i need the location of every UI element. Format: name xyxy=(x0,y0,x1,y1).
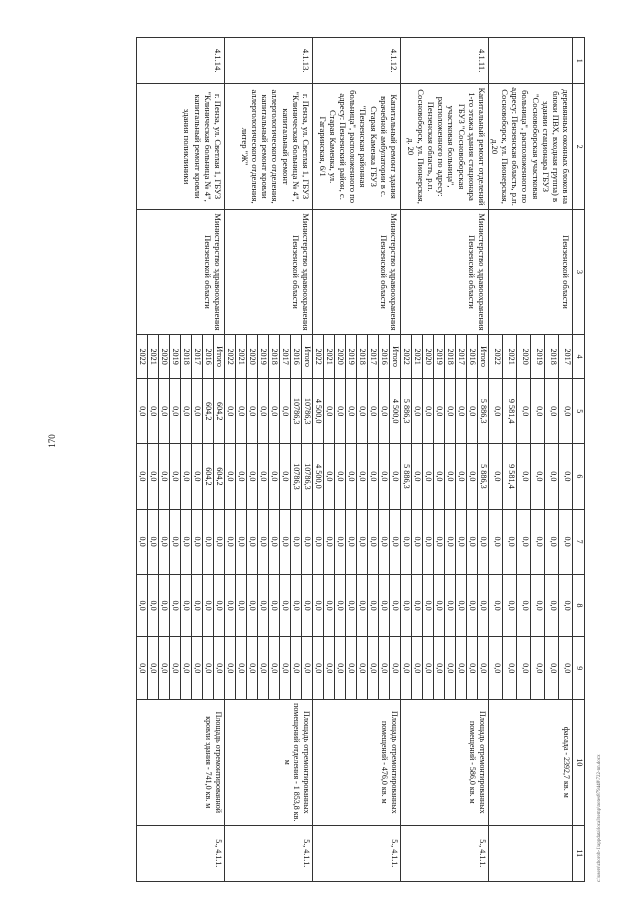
amount-cell: 0,0 xyxy=(136,637,147,700)
amount-cell: 0,0 xyxy=(488,509,502,574)
amount-cell: 0,0 xyxy=(169,509,180,574)
amount-cell: 5 886,3 xyxy=(477,379,488,444)
amount-cell: 0,0 xyxy=(400,574,411,637)
activity-number: 4.1.12. xyxy=(312,38,400,84)
amount-cell: 0,0 xyxy=(268,379,279,444)
amount-cell: 0,0 xyxy=(455,379,466,444)
amount-cell: 0,0 xyxy=(544,637,558,700)
amount-cell: 604,2 xyxy=(202,379,213,444)
year-cell: 2021 xyxy=(411,335,422,379)
amount-cell: 9 581,4 xyxy=(502,379,516,444)
activity-name: Капитальный ремонт здания врачебной амбулатории в с. Старая Каменка ГБУЗ "Пензенская районная больница", расположенного по адресу: Пензенский район, с. Старая Каменка, ул. Гагаринская, 6/1 xyxy=(312,84,400,209)
amount-cell: 0,0 xyxy=(477,509,488,574)
year-cell: 2017 xyxy=(558,335,572,379)
amount-cell: 5 886,3 xyxy=(477,444,488,509)
year-cell: 2016 xyxy=(466,335,477,379)
activity-number: 4.1.13. xyxy=(224,38,312,84)
indicator-value: Площадь отремонтированной кровли здания - 741,0 кв. м xyxy=(136,700,224,825)
amount-cell: 0,0 xyxy=(466,379,477,444)
amount-cell: 0,0 xyxy=(345,379,356,444)
year-cell: 2022 xyxy=(136,335,147,379)
target-indicator-code xyxy=(488,825,572,881)
amount-cell: 0,0 xyxy=(367,379,378,444)
amount-cell: 0,0 xyxy=(235,574,246,637)
amount-cell: 0,0 xyxy=(312,574,323,637)
amount-cell: 4 500,0 xyxy=(312,444,323,509)
year-cell: Итого xyxy=(477,335,488,379)
amount-cell: 0,0 xyxy=(367,637,378,700)
amount-cell: 0,0 xyxy=(411,379,422,444)
year-cell: 2021 xyxy=(235,335,246,379)
amount-cell: 0,0 xyxy=(530,379,544,444)
column-number: 2 xyxy=(573,84,585,209)
amount-cell: 0,0 xyxy=(323,574,334,637)
amount-cell: 0,0 xyxy=(345,574,356,637)
amount-cell: 0,0 xyxy=(213,509,224,574)
amount-cell: 0,0 xyxy=(455,637,466,700)
amount-cell: 0,0 xyxy=(279,444,290,509)
amount-cell: 0,0 xyxy=(455,574,466,637)
target-indicator-code: 5., 4.1.1. xyxy=(400,825,488,881)
amount-cell: 0,0 xyxy=(488,637,502,700)
activity-name: деревянных оконных блоков на блоки ПВХ, входная группа) в здании стационара ГБУЗ "Сосновоборская участковая больница", расположенного по адресу: Пензенская область, р.п. Сосновоборск, ул. Пионерская, д.20 xyxy=(488,84,572,209)
executor-name: Министерство здравоохранения Пензенской области xyxy=(312,209,400,334)
year-cell: 2020 xyxy=(158,335,169,379)
amount-cell: 0,0 xyxy=(502,509,516,574)
year-cell: 2022 xyxy=(312,335,323,379)
activity-name: г. Пенза, ул. Светлая 1, ГБУЗ "Клиническая больница № 4", капитальный ремонт аллергологического отделения, капитальный ремонт кровли аллергологического отделения, литер "Ж" xyxy=(224,84,312,209)
year-cell: 2018 xyxy=(544,335,558,379)
amount-cell: 0,0 xyxy=(279,574,290,637)
executor-name: Министерство здравоохранения Пензенской области xyxy=(224,209,312,334)
amount-cell: 0,0 xyxy=(268,444,279,509)
amount-cell: 0,0 xyxy=(246,509,257,574)
amount-cell: 0,0 xyxy=(411,637,422,700)
amount-cell: 9 581,4 xyxy=(502,444,516,509)
amount-cell: 0,0 xyxy=(516,379,530,444)
amount-cell: 0,0 xyxy=(334,509,345,574)
year-cell: 2021 xyxy=(323,335,334,379)
year-cell: 2021 xyxy=(147,335,158,379)
amount-cell: 0,0 xyxy=(191,509,202,574)
amount-cell: 0,0 xyxy=(422,509,433,574)
column-number: 5 xyxy=(573,379,585,444)
amount-cell: 10786,3 xyxy=(290,379,301,444)
amount-cell: 0,0 xyxy=(169,574,180,637)
target-indicator-code: 5., 4.1.1. xyxy=(224,825,312,881)
amount-cell: 0,0 xyxy=(169,637,180,700)
table-row xyxy=(389,38,400,882)
amount-cell: 0,0 xyxy=(224,574,235,637)
amount-cell: 0,0 xyxy=(411,444,422,509)
amount-cell: 0,0 xyxy=(323,444,334,509)
amount-cell: 0,0 xyxy=(312,509,323,574)
column-number: 11 xyxy=(573,825,585,881)
year-cell: 2020 xyxy=(516,335,530,379)
amount-cell: 0,0 xyxy=(191,637,202,700)
amount-cell: 0,0 xyxy=(246,379,257,444)
amount-cell: 0,0 xyxy=(301,509,312,574)
amount-cell: 0,0 xyxy=(558,509,572,574)
year-cell: 2017 xyxy=(191,335,202,379)
amount-cell: 0,0 xyxy=(290,637,301,700)
amount-cell: 0,0 xyxy=(422,637,433,700)
year-cell: 2019 xyxy=(530,335,544,379)
amount-cell: 604,2 xyxy=(202,444,213,509)
year-cell: 2020 xyxy=(334,335,345,379)
amount-cell: 0,0 xyxy=(477,637,488,700)
amount-cell: 0,0 xyxy=(202,637,213,700)
amount-cell: 0,0 xyxy=(334,379,345,444)
activity-number xyxy=(488,38,572,84)
amount-cell: 0,0 xyxy=(356,444,367,509)
activity-name: Капитальный ремонт отделений 1-го этажа здания стационара ГБУЗ "Сосновоборская участковая больница", расположенного по адресу: Пензенская область, р.п. Сосновоборск, ул. Пионерская, д. 20 xyxy=(400,84,488,209)
column-number: 6 xyxy=(573,444,585,509)
amount-cell: 0,0 xyxy=(235,444,246,509)
amount-cell: 0,0 xyxy=(444,444,455,509)
year-cell: 2017 xyxy=(367,335,378,379)
amount-cell: 0,0 xyxy=(180,379,191,444)
amount-cell: 0,0 xyxy=(213,637,224,700)
amount-cell: 0,0 xyxy=(389,574,400,637)
footer-file-path: c:\users\zhoroh-1\appdata\local\temp\notes879448\722-nn.docx xyxy=(597,754,602,882)
amount-cell: 0,0 xyxy=(422,444,433,509)
year-cell: 2017 xyxy=(455,335,466,379)
amount-cell: 0,0 xyxy=(345,509,356,574)
amount-cell: 0,0 xyxy=(422,574,433,637)
amount-cell: 0,0 xyxy=(136,509,147,574)
amount-cell: 0,0 xyxy=(158,509,169,574)
amount-cell: 0,0 xyxy=(345,444,356,509)
amount-cell: 0,0 xyxy=(147,509,158,574)
amount-cell: 0,0 xyxy=(455,509,466,574)
amount-cell: 0,0 xyxy=(224,637,235,700)
amount-cell: 0,0 xyxy=(180,637,191,700)
amount-cell: 0,0 xyxy=(257,637,268,700)
amount-cell: 0,0 xyxy=(544,444,558,509)
amount-cell: 0,0 xyxy=(400,509,411,574)
amount-cell: 0,0 xyxy=(158,637,169,700)
activity-number: 4.1.11. xyxy=(400,38,488,84)
amount-cell: 0,0 xyxy=(378,379,389,444)
year-cell: 2017 xyxy=(279,335,290,379)
amount-cell: 0,0 xyxy=(180,509,191,574)
amount-cell: 0,0 xyxy=(378,637,389,700)
amount-cell: 0,0 xyxy=(334,444,345,509)
amount-cell: 0,0 xyxy=(389,637,400,700)
year-cell: 2019 xyxy=(433,335,444,379)
amount-cell: 0,0 xyxy=(455,444,466,509)
amount-cell: 604,2 xyxy=(213,379,224,444)
year-cell: 2018 xyxy=(268,335,279,379)
amount-cell: 0,0 xyxy=(257,379,268,444)
amount-cell: 0,0 xyxy=(290,574,301,637)
column-number: 8 xyxy=(573,574,585,637)
amount-cell: 5 886,3 xyxy=(400,444,411,509)
column-number: 4 xyxy=(573,335,585,379)
year-cell: Итого xyxy=(389,335,400,379)
amount-cell: 0,0 xyxy=(202,574,213,637)
amount-cell: 0,0 xyxy=(378,509,389,574)
year-cell: 2016 xyxy=(378,335,389,379)
amount-cell: 0,0 xyxy=(389,509,400,574)
amount-cell: 0,0 xyxy=(136,379,147,444)
year-cell: 2022 xyxy=(400,335,411,379)
amount-cell: 0,0 xyxy=(224,379,235,444)
amount-cell: 0,0 xyxy=(356,379,367,444)
column-number: 10 xyxy=(573,700,585,825)
column-number: 9 xyxy=(573,637,585,700)
amount-cell: 0,0 xyxy=(433,509,444,574)
amount-cell: 0,0 xyxy=(530,574,544,637)
year-cell: 2018 xyxy=(180,335,191,379)
amount-cell: 0,0 xyxy=(301,637,312,700)
amount-cell: 0,0 xyxy=(312,637,323,700)
amount-cell: 0,0 xyxy=(378,444,389,509)
amount-cell: 0,0 xyxy=(433,444,444,509)
indicator-value: Площадь отремонтированных помещений - 586,0 кв. м xyxy=(400,700,488,825)
amount-cell: 0,0 xyxy=(323,509,334,574)
year-cell: 2022 xyxy=(488,335,502,379)
year-cell: Итого xyxy=(213,335,224,379)
amount-cell: 0,0 xyxy=(235,509,246,574)
indicator-value: Площадь отремонтированных помещений отделения - 1 853,8 кв. м xyxy=(224,700,312,825)
amount-cell: 0,0 xyxy=(279,637,290,700)
year-cell: 2016 xyxy=(202,335,213,379)
amount-cell: 0,0 xyxy=(530,444,544,509)
amount-cell: 0,0 xyxy=(544,574,558,637)
amount-cell: 0,0 xyxy=(444,637,455,700)
amount-cell: 0,0 xyxy=(136,444,147,509)
amount-cell: 0,0 xyxy=(367,444,378,509)
year-cell: 2018 xyxy=(356,335,367,379)
amount-cell: 0,0 xyxy=(147,379,158,444)
amount-cell: 4 500,0 xyxy=(389,379,400,444)
rotated-table-container xyxy=(65,37,585,882)
amount-cell: 0,0 xyxy=(235,637,246,700)
amount-cell: 0,0 xyxy=(411,574,422,637)
amount-cell: 0,0 xyxy=(444,574,455,637)
amount-cell: 0,0 xyxy=(444,379,455,444)
activity-number: 4.1.14. xyxy=(136,38,224,84)
executor-name: Министерство здравоохранения Пензенской области xyxy=(136,209,224,334)
amount-cell: 0,0 xyxy=(169,379,180,444)
column-number: 1 xyxy=(573,38,585,84)
amount-cell: 0,0 xyxy=(147,574,158,637)
table-row xyxy=(213,38,224,882)
amount-cell: 0,0 xyxy=(502,574,516,637)
amount-cell: 0,0 xyxy=(268,574,279,637)
amount-cell: 0,0 xyxy=(502,637,516,700)
year-cell: 2022 xyxy=(224,335,235,379)
amount-cell: 0,0 xyxy=(433,574,444,637)
amount-cell: 0,0 xyxy=(389,444,400,509)
column-number: 7 xyxy=(573,509,585,574)
amount-cell: 0,0 xyxy=(345,637,356,700)
amount-cell: 604,2 xyxy=(213,444,224,509)
amount-cell: 0,0 xyxy=(279,379,290,444)
amount-cell: 0,0 xyxy=(544,379,558,444)
amount-cell: 0,0 xyxy=(422,379,433,444)
amount-cell: 0,0 xyxy=(466,637,477,700)
amount-cell: 0,0 xyxy=(136,574,147,637)
year-cell: 2019 xyxy=(257,335,268,379)
column-number: 3 xyxy=(573,209,585,334)
amount-cell: 0,0 xyxy=(169,444,180,509)
amount-cell: 0,0 xyxy=(558,574,572,637)
amount-cell: 0,0 xyxy=(477,574,488,637)
amount-cell: 0,0 xyxy=(378,574,389,637)
amount-cell: 0,0 xyxy=(334,574,345,637)
amount-cell: 0,0 xyxy=(158,574,169,637)
amount-cell: 0,0 xyxy=(224,509,235,574)
amount-cell: 0,0 xyxy=(444,509,455,574)
amount-cell: 0,0 xyxy=(356,637,367,700)
year-cell: 2019 xyxy=(345,335,356,379)
executor-name: Пензенской области xyxy=(488,209,572,334)
amount-cell: 0,0 xyxy=(180,574,191,637)
amount-cell: 0,0 xyxy=(466,509,477,574)
amount-cell: 0,0 xyxy=(530,509,544,574)
amount-cell: 0,0 xyxy=(246,637,257,700)
amount-cell: 0,0 xyxy=(356,509,367,574)
amount-cell: 0,0 xyxy=(323,637,334,700)
amount-cell: 0,0 xyxy=(323,379,334,444)
amount-cell: 0,0 xyxy=(466,444,477,509)
amount-cell: 0,0 xyxy=(158,444,169,509)
table-row xyxy=(301,38,312,882)
amount-cell: 0,0 xyxy=(433,637,444,700)
amount-cell: 0,0 xyxy=(558,379,572,444)
amount-cell: 0,0 xyxy=(411,509,422,574)
amount-cell: 10786,3 xyxy=(290,444,301,509)
amount-cell: 0,0 xyxy=(246,444,257,509)
amount-cell: 0,0 xyxy=(558,637,572,700)
amount-cell: 0,0 xyxy=(235,379,246,444)
target-indicator-code: 5., 4.1.1. xyxy=(136,825,224,881)
amount-cell: 0,0 xyxy=(224,444,235,509)
indicator-value: фасада - 2392,7 кв. м xyxy=(488,700,572,825)
amount-cell: 0,0 xyxy=(268,637,279,700)
amount-cell: 0,0 xyxy=(191,444,202,509)
amount-cell: 0,0 xyxy=(257,444,268,509)
amount-cell: 0,0 xyxy=(147,637,158,700)
executor-name: Министерство здравоохранения Пензенской области xyxy=(400,209,488,334)
indicator-value: Площадь отремонтированных помещений - 476,0 кв. м xyxy=(312,700,400,825)
amount-cell: 0,0 xyxy=(544,509,558,574)
amount-cell: 0,0 xyxy=(516,509,530,574)
table-row xyxy=(558,38,572,882)
target-indicator-code: 5., 4.1.1. xyxy=(312,825,400,881)
amount-cell: 0,0 xyxy=(202,509,213,574)
amount-cell: 10786,3 xyxy=(301,379,312,444)
amount-cell: 0,0 xyxy=(147,444,158,509)
amount-cell: 0,0 xyxy=(257,574,268,637)
amount-cell: 0,0 xyxy=(516,637,530,700)
amount-cell: 0,0 xyxy=(268,509,279,574)
page-number: 170 xyxy=(47,434,57,448)
amount-cell: 0,0 xyxy=(530,637,544,700)
amount-cell: 4 500,0 xyxy=(312,379,323,444)
year-cell: 2019 xyxy=(169,335,180,379)
amount-cell: 0,0 xyxy=(466,574,477,637)
amount-cell: 0,0 xyxy=(290,509,301,574)
amount-cell: 0,0 xyxy=(246,574,257,637)
amount-cell: 0,0 xyxy=(334,637,345,700)
amount-cell: 0,0 xyxy=(180,444,191,509)
amount-cell: 0,0 xyxy=(400,637,411,700)
amount-cell: 0,0 xyxy=(516,574,530,637)
amount-cell: 0,0 xyxy=(516,444,530,509)
table-row xyxy=(477,38,488,882)
amount-cell: 0,0 xyxy=(488,379,502,444)
amount-cell: 0,0 xyxy=(301,574,312,637)
table-body xyxy=(136,38,584,882)
year-cell: 2018 xyxy=(444,335,455,379)
amount-cell: 5 886,3 xyxy=(400,379,411,444)
year-cell: 2020 xyxy=(246,335,257,379)
amount-cell: 0,0 xyxy=(158,379,169,444)
year-cell: Итого xyxy=(301,335,312,379)
amount-cell: 0,0 xyxy=(257,509,268,574)
amount-cell: 0,0 xyxy=(279,509,290,574)
amount-cell: 0,0 xyxy=(367,574,378,637)
amount-cell: 10786,3 xyxy=(301,444,312,509)
amount-cell: 0,0 xyxy=(433,379,444,444)
year-cell: 2021 xyxy=(502,335,516,379)
amount-cell: 0,0 xyxy=(488,574,502,637)
amount-cell: 0,0 xyxy=(191,574,202,637)
year-cell: 2020 xyxy=(422,335,433,379)
column-number-row xyxy=(573,38,585,882)
amount-cell: 0,0 xyxy=(488,444,502,509)
activity-name: г. Пенза, ул. Светлая 1, ГБУЗ "Клиническая больница № 4", капитальный ремонт кровли здания поликлиники xyxy=(136,84,224,209)
program-activities-table xyxy=(136,37,585,882)
amount-cell: 0,0 xyxy=(191,379,202,444)
amount-cell: 0,0 xyxy=(356,574,367,637)
amount-cell: 0,0 xyxy=(213,574,224,637)
amount-cell: 0,0 xyxy=(558,444,572,509)
amount-cell: 0,0 xyxy=(367,509,378,574)
year-cell: 2016 xyxy=(290,335,301,379)
